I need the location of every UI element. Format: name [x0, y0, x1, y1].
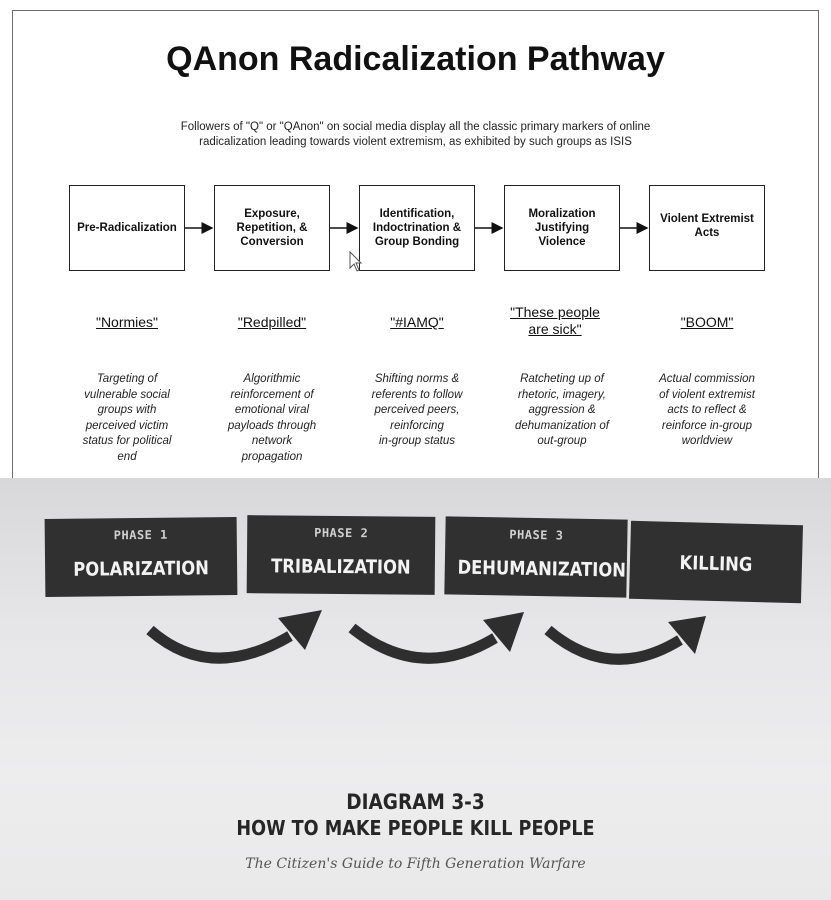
description-line: in-group status — [378, 435, 456, 447]
stage-box-line: Repetition, & — [236, 222, 308, 234]
description-line: reinforcing — [390, 419, 444, 432]
phase-name: POLARIZATION — [73, 557, 210, 581]
description-line: vulnerable social — [84, 388, 170, 401]
stage-description — [643, 372, 771, 450]
phase-name: KILLING — [679, 552, 753, 576]
description-line: acts to reflect & — [667, 404, 747, 416]
description-line: reinforce in-group — [661, 419, 753, 432]
mouse-cursor-icon — [350, 252, 361, 271]
description-line: Targeting of — [96, 373, 158, 385]
description-line: status for political — [82, 435, 172, 447]
description-line: referents to follow — [371, 388, 463, 401]
description-line: of violent extremist — [659, 388, 755, 401]
description-line: Ratcheting up of — [520, 373, 604, 385]
quote-line: "Normies" — [95, 314, 159, 330]
quote-line: "Redpilled" — [237, 314, 307, 330]
description-line: Shifting norms & — [374, 373, 460, 385]
description-line: perceived peers, — [374, 404, 460, 416]
curved-arrow-icon — [352, 628, 495, 658]
description-line: out-group — [537, 435, 587, 447]
phase-label: PHASE 1 — [113, 527, 168, 543]
diagram-caption-title: HOW TO MAKE PEOPLE KILL PEOPLE — [236, 816, 595, 840]
description-line: reinforcement of — [230, 388, 314, 401]
stage-description — [353, 372, 481, 450]
description-line: network — [251, 435, 293, 447]
diagram-number: DIAGRAM 3-3 — [346, 790, 485, 814]
stage-description — [498, 372, 626, 450]
diagram-title: QAnon Radicalization Pathway — [166, 40, 665, 78]
stage-box-line: Exposure, — [244, 208, 300, 220]
description-line: rhetoric, imagery, — [518, 388, 606, 401]
stage-box-line: Indoctrination & — [372, 222, 462, 234]
subtitle-line: Followers of "Q" or "QAnon" on social media display all the classic primary markers of online — [180, 121, 651, 133]
description-line: aggression & — [528, 404, 596, 416]
stage-box-line: Identification, — [379, 208, 455, 220]
phase-name: DEHUMANIZATION — [457, 556, 627, 582]
quote-line: "These people — [510, 304, 600, 320]
phase-label: PHASE 2 — [314, 525, 369, 541]
description-line: payloads through — [227, 419, 317, 432]
stage-quote-normies — [52, 314, 202, 331]
description-line: propagation — [241, 450, 303, 463]
stage-quote-iamq — [342, 314, 492, 331]
description-line: end — [117, 450, 137, 463]
curved-arrow-icon — [150, 630, 290, 658]
stage-description — [63, 372, 191, 465]
book-credit: The Citizen's Guide to Fifth Generation Warfare — [245, 856, 586, 872]
stage-box-line: Group Bonding — [374, 236, 460, 248]
description-line: groups with — [97, 404, 157, 416]
fifth-generation-warfare-panel — [0, 478, 831, 900]
stage-quote-sick — [480, 304, 630, 338]
description-line: Actual commission — [659, 373, 755, 385]
description-line: perceived victim — [85, 419, 169, 432]
description-line: dehumanization of — [515, 419, 609, 432]
description-line: emotional viral — [234, 404, 310, 416]
description-line: worldview — [681, 435, 733, 447]
phase-label: PHASE 3 — [509, 527, 564, 543]
stage-box-line: Violent Extremist — [660, 213, 754, 225]
stage-box-line: Pre-Radicalization — [77, 222, 177, 234]
stage-box-line: Violence — [538, 236, 586, 248]
quote-line: "#IAMQ" — [390, 314, 444, 330]
phase-name: TRIBALIZATION — [271, 555, 411, 579]
curved-arrow-icon — [548, 630, 680, 659]
stage-box-line: Justifying — [534, 222, 590, 234]
subtitle-line: radicalization leading towards violent extremism, as exhibited by such groups as ISIS — [199, 136, 632, 148]
stage-description — [208, 372, 336, 465]
stage-box-line: Moralization — [528, 208, 596, 220]
quote-line: are sick" — [528, 321, 582, 337]
stage-box-line: Acts — [694, 227, 720, 239]
stage-box-line: Conversion — [240, 236, 304, 248]
stage-quote-redpilled — [197, 314, 347, 331]
stage-quote-boom — [632, 314, 782, 331]
description-line: Algorithmic — [243, 373, 301, 385]
quote-line: "BOOM" — [680, 314, 734, 330]
